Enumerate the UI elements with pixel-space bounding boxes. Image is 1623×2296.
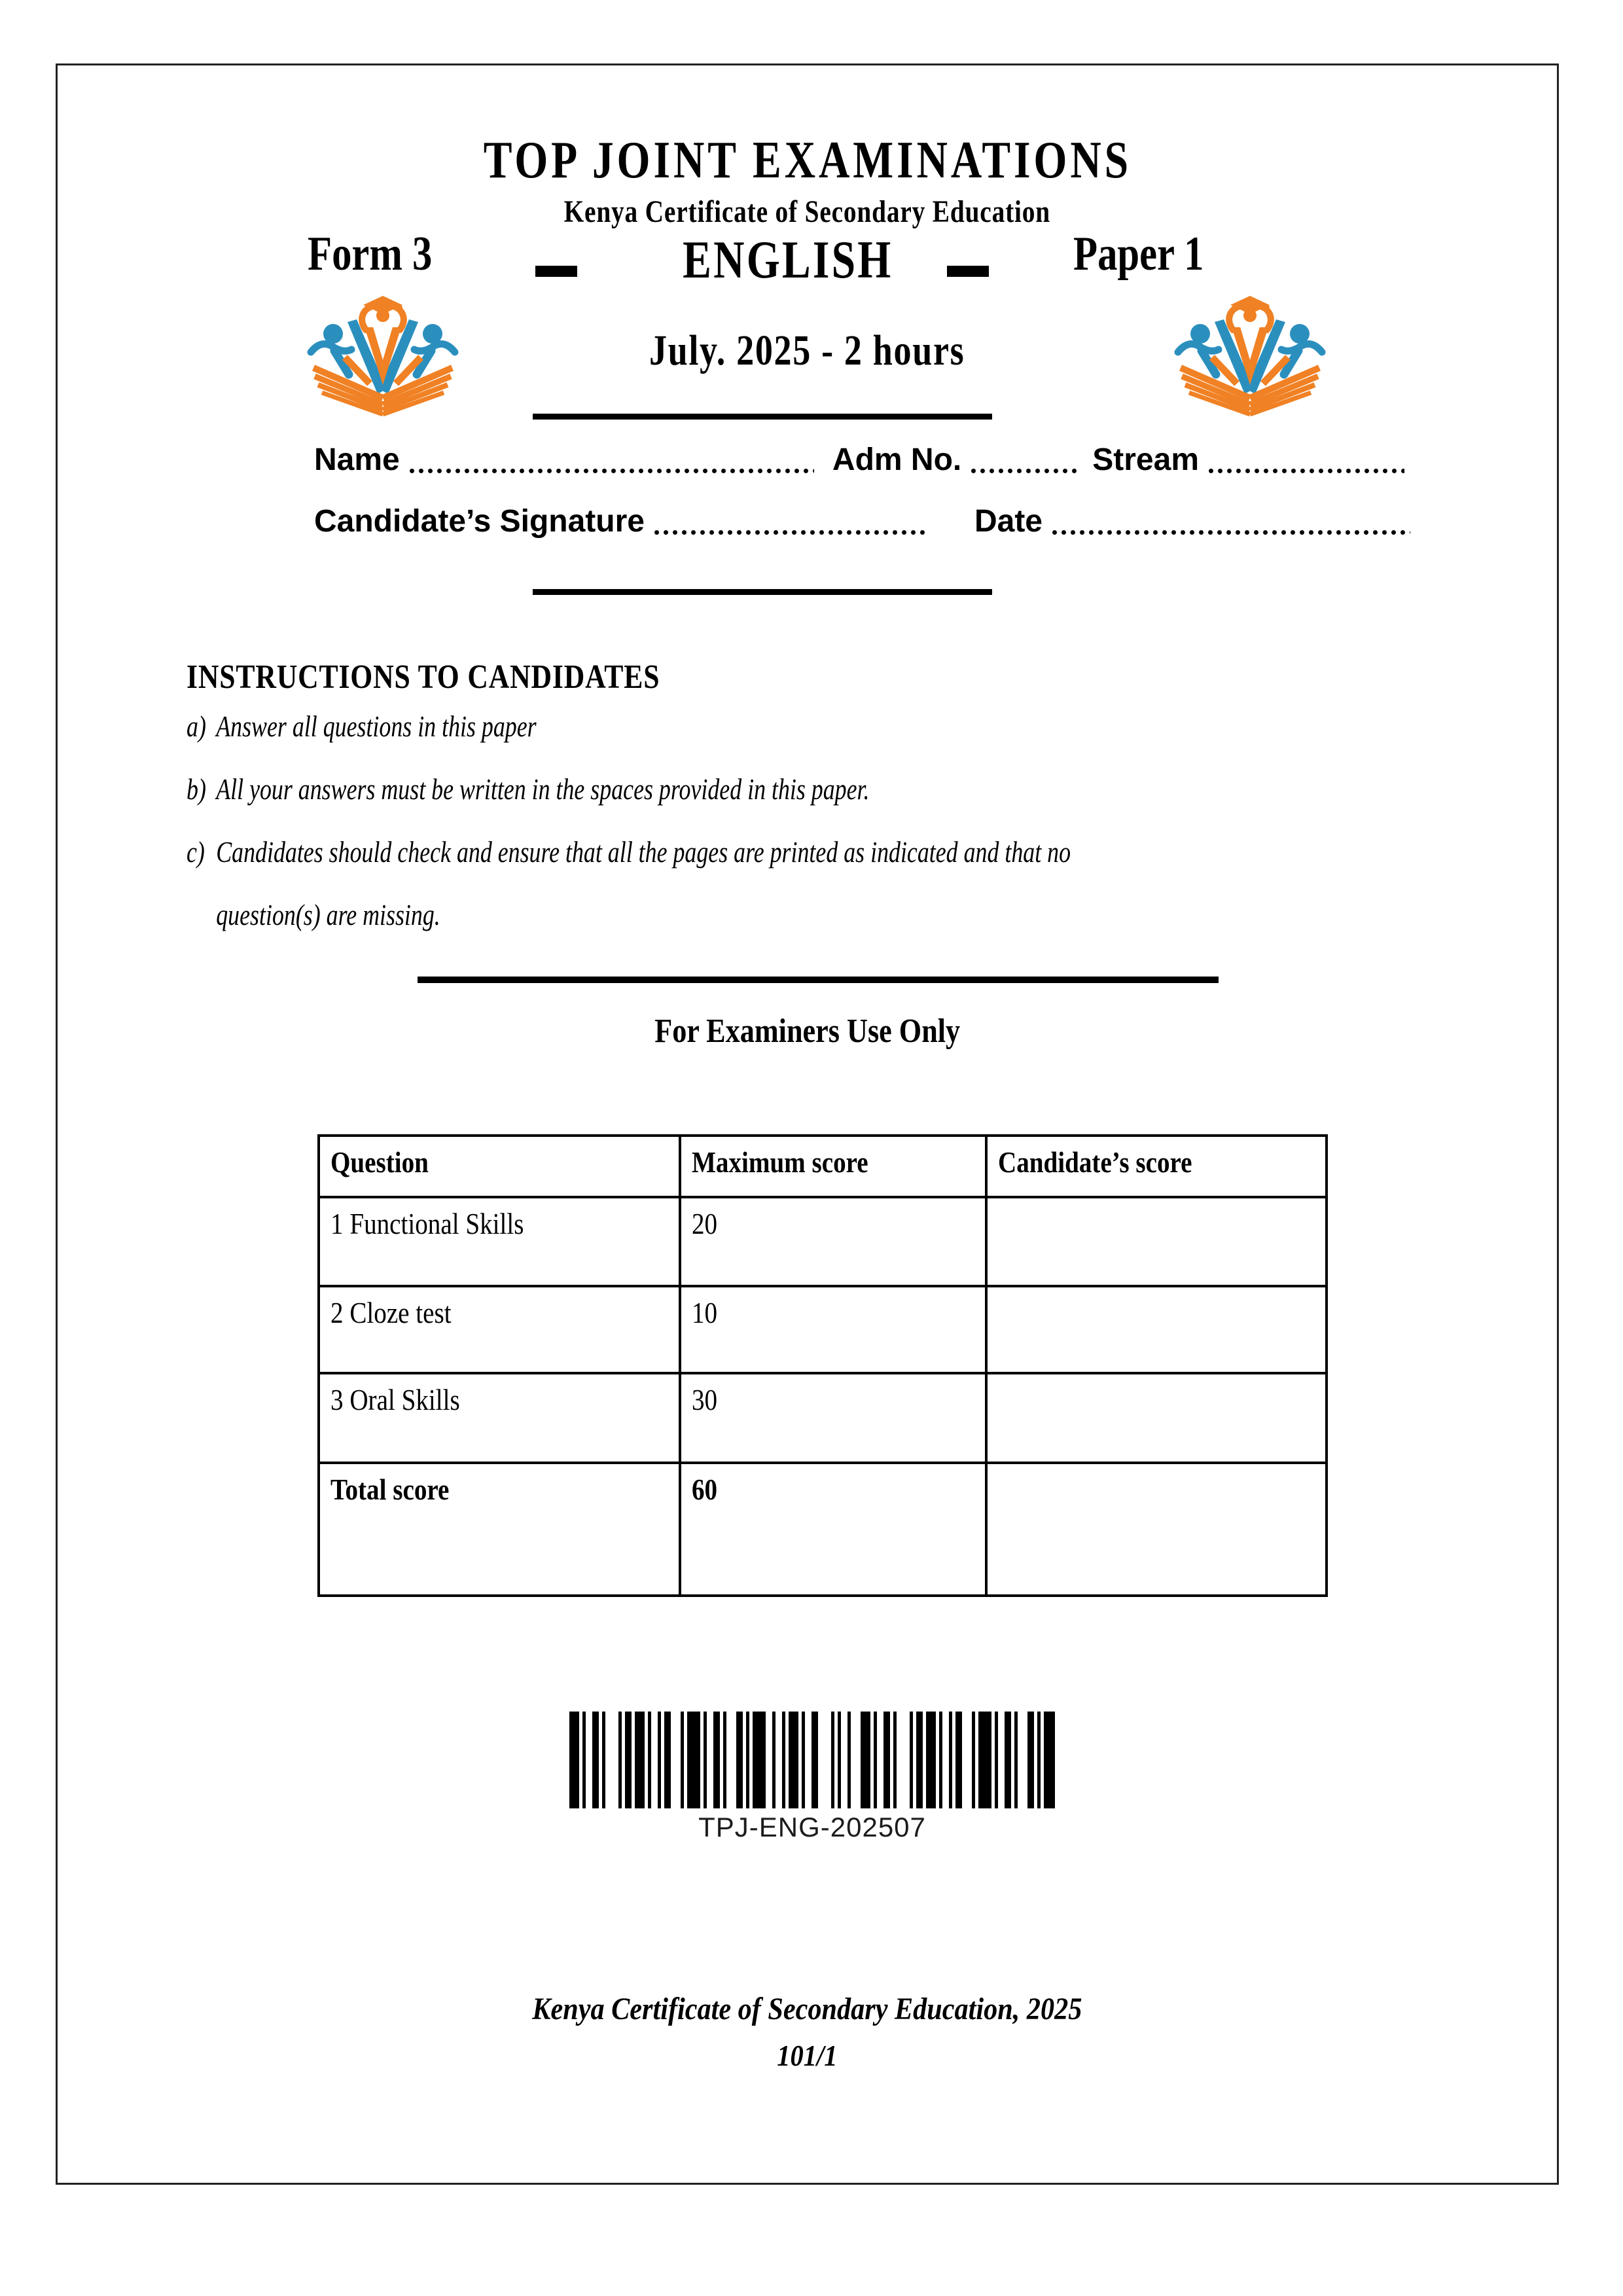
subject-title: ENGLISH [683,230,893,289]
question-cell: 2 Cloze test [319,1286,680,1373]
max-score-cell: 20 [680,1197,986,1286]
instruction-item-b [187,758,1150,821]
exam-body-title-text: TOP JOINT EXAMINATIONS [483,132,1132,189]
form-level: Form 3 [308,227,433,281]
exam-date-duration: July. 2025 - 2 hours [649,327,965,374]
barcode-icon [569,1712,1055,1808]
header-max-score-cell: Maximum score [680,1136,986,1197]
instruction-label-b: b) [187,772,206,806]
footer-certificate-line: Kenya Certificate of Secondary Education, 2025 [532,1992,1082,2026]
instruction-text-b: All your answers must be written in the spaces provided in this paper. [216,772,870,806]
instructions-list [187,695,1150,946]
adm-no-dotted-line [971,468,1080,474]
signature-date-row [314,501,1410,539]
stream-label: Stream [1092,442,1199,478]
header-question-cell: Question [319,1136,680,1197]
candidate-name-row [314,440,1404,478]
dash-bar-left [535,266,577,277]
signature-label: Candidate’s Signature [314,504,645,539]
candidate-score-cell [986,1373,1327,1463]
table-row [319,1373,1327,1463]
instruction-item-c [187,821,1150,946]
question-cell: 3 Oral Skills [319,1373,680,1463]
divider-rule-mid [533,589,992,595]
divider-rule-examiners [418,977,1219,983]
total-max-cell: 60 [680,1463,986,1596]
total-label-cell: Total score [319,1463,680,1596]
exam-body-title [58,131,1557,190]
name-dotted-line [409,468,814,474]
candidate-score-cell [986,1286,1327,1373]
instructions-heading: INSTRUCTIONS TO CANDIDATES [187,658,660,696]
table-row [319,1286,1327,1373]
instruction-text-c: Candidates should check and ensure that all the pages are printed as indicated and that no question(s) are missing. [216,835,1071,931]
instruction-label-a: a) [187,709,206,743]
name-label: Name [314,442,400,478]
max-score-cell: 10 [680,1286,986,1373]
stream-dotted-line [1208,468,1404,474]
header-candidate-score-cell: Candidate’s score [986,1136,1327,1197]
max-score-cell: 30 [680,1373,986,1463]
footer-paper-code: 101/1 [777,2039,838,2072]
table-row [319,1197,1327,1286]
page-border-frame [56,63,1559,2185]
signature-dotted-line [654,529,925,535]
instruction-label-c: c) [187,835,205,869]
certificate-subtitle: Kenya Certificate of Secondary Education [563,194,1051,229]
paper-number: Paper 1 [1073,227,1204,281]
adm-no-label: Adm No. [832,442,962,478]
question-cell: 1 Functional Skills [319,1197,680,1286]
date-label: Date [974,504,1043,539]
date-dotted-line [1052,529,1410,535]
examiners-use-heading: For Examiners Use Only [654,1013,960,1050]
barcode-code: TPJ-ENG-202507 [698,1812,926,1842]
instruction-text-a: Answer all questions in this paper [216,709,537,743]
total-score-row [319,1463,1327,1596]
score-table [317,1134,1328,1597]
total-candidate-cell [986,1463,1327,1596]
exam-barcode [569,1712,1055,1808]
dash-bar-right [947,266,989,277]
divider-rule-top [533,414,992,420]
instruction-item-a [187,695,1150,758]
score-table-header-row [319,1136,1327,1197]
candidate-score-cell [986,1197,1327,1286]
